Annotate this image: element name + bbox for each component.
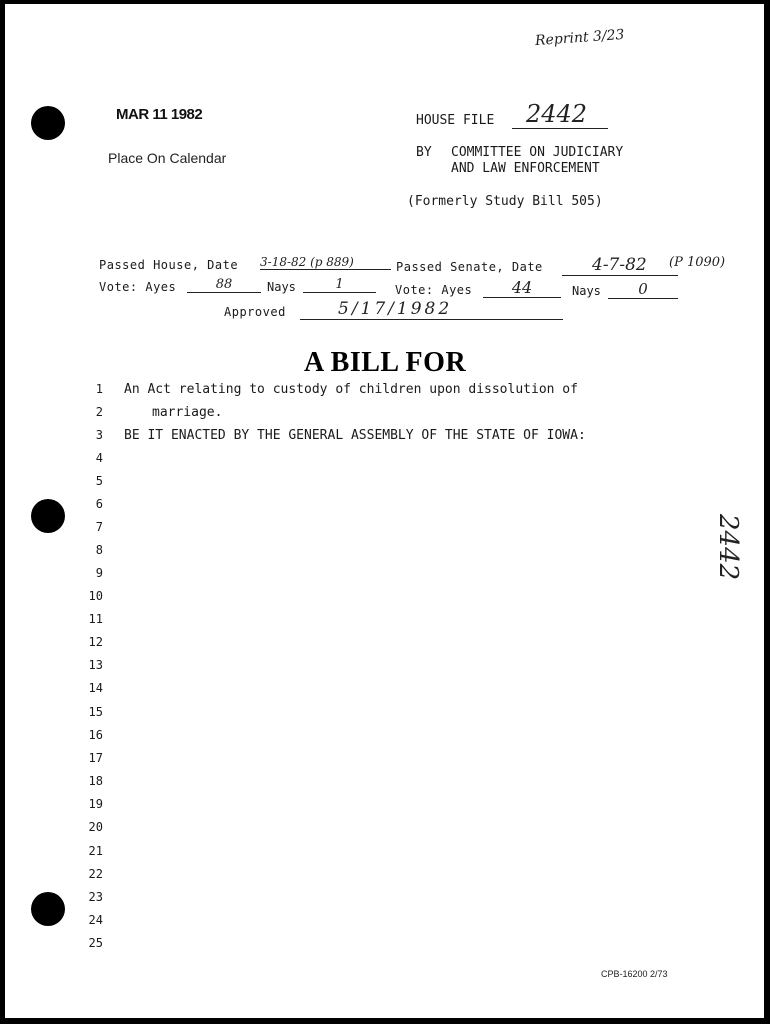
line-number: 16 [88, 728, 103, 742]
senate-ayes [483, 278, 561, 298]
body-line-2: marriage. [152, 405, 223, 420]
house-file-number [512, 100, 608, 129]
body-line-3: BE IT ENACTED BY THE GENERAL ASSEMBLY OF THE STATE OF IOWA: [124, 428, 586, 443]
line-number: 17 [88, 751, 103, 765]
line-number: 24 [88, 913, 103, 927]
committee-line-1: COMMITTEE ON JUDICIARY [451, 145, 624, 160]
passed-house-label: Passed House, Date [99, 258, 239, 272]
line-number: 25 [88, 936, 103, 950]
passed-house-date-text: 3-18-82 (p 889) [260, 255, 354, 269]
side-handwritten-number: 2442 [713, 514, 743, 581]
punch-hole-top [31, 106, 65, 140]
passed-senate-label: Passed Senate, Date [396, 260, 543, 274]
punch-hole-middle [31, 499, 65, 533]
passed-house-date [260, 255, 391, 270]
approved-label: Approved [224, 305, 286, 319]
line-number: 15 [88, 705, 103, 719]
line-number: 23 [88, 890, 103, 904]
house-ayes-text: 88 [215, 277, 233, 292]
house-ayes [187, 277, 261, 293]
senate-ayes-text: 44 [511, 278, 533, 297]
line-number: 19 [88, 797, 103, 811]
senate-nays [608, 280, 678, 299]
house-nays-text: 1 [335, 277, 344, 292]
body-line-1: An Act relating to custody of children upon dissolution of [124, 382, 578, 397]
line-number: 4 [95, 451, 103, 465]
line-number: 20 [88, 820, 103, 834]
committee-line-2: AND LAW ENFORCEMENT [451, 161, 600, 176]
form-code: CPB-16200 2/73 [601, 969, 668, 979]
bill-title: A BILL FOR [304, 347, 467, 378]
house-nays-label: Nays [267, 280, 296, 294]
line-number: 11 [88, 612, 103, 626]
house-file-number-text: 2442 [526, 100, 588, 128]
house-file-label: HOUSE FILE [416, 113, 495, 128]
senate-page-ref: (P 1090) [669, 255, 726, 270]
senate-vote-label: Vote: Ayes [395, 283, 473, 297]
senate-nays-label: Nays [572, 284, 601, 298]
date-stamp: MAR 11 1982 [116, 106, 203, 123]
line-number: 8 [95, 543, 103, 557]
calendar-stamp: Place On Calendar [108, 150, 227, 166]
line-number: 22 [88, 867, 103, 881]
senate-nays-text: 0 [638, 280, 648, 298]
line-number: 3 [95, 428, 103, 442]
line-number: 6 [95, 497, 103, 511]
line-number: 10 [88, 589, 103, 603]
punch-hole-bottom [31, 892, 65, 926]
approved-date-text: 5/17/1982 [338, 299, 453, 319]
house-vote-label: Vote: Ayes [99, 280, 177, 294]
line-number: 7 [95, 520, 103, 534]
formerly-study-bill: (Formerly Study Bill 505) [407, 194, 603, 209]
passed-senate-date-text: 4-7-82 [592, 255, 647, 275]
line-number: 18 [88, 774, 103, 788]
handwritten-note: Reprint 3/23 [534, 26, 625, 50]
bill-page [5, 4, 764, 1018]
line-number: 12 [88, 635, 103, 649]
passed-senate-date [562, 255, 678, 276]
by-label: BY [416, 145, 432, 160]
line-number: 13 [88, 658, 103, 672]
line-number: 21 [88, 844, 103, 858]
approved-date [300, 299, 563, 320]
house-nays [303, 277, 376, 293]
line-number: 9 [95, 566, 103, 580]
line-number: 2 [95, 405, 103, 419]
line-number: 1 [95, 382, 103, 396]
line-number: 5 [95, 474, 103, 488]
line-number: 14 [88, 681, 103, 695]
